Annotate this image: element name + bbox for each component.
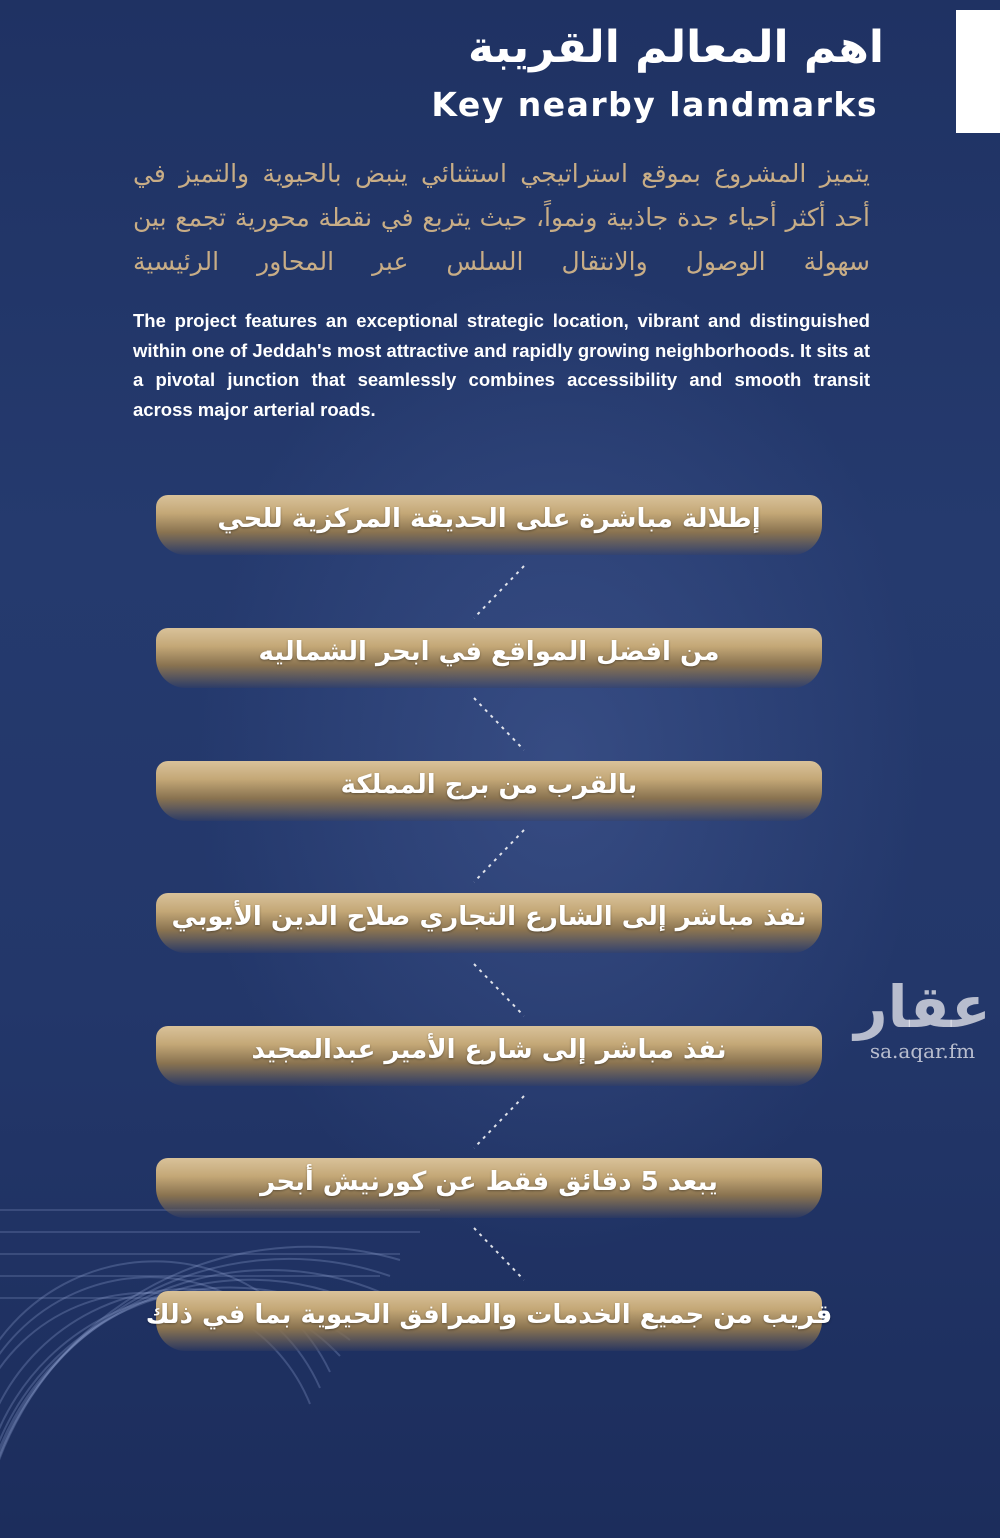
landmark-item-5	[156, 1026, 822, 1086]
watermark-url: sa.aqar.fm	[869, 1039, 976, 1063]
landmark-label: نفذ مباشر إلى شارع الأمير عبدالمجيد	[251, 1035, 727, 1065]
intro-english: The project features an exceptional strategic location, vibrant and distinguished within one of Jeddah's most attractive and rapidly growing neighborhoods. It sits at a pivotal junction that seamlessly combines accessibility and smooth transit across major arterial roads.	[133, 310, 870, 421]
landmark-label: بالقرب من برج المملكة	[340, 770, 638, 800]
landmark-label: من افضل المواقع في ابحر الشماليه	[258, 637, 720, 667]
intro-arabic: يتميز المشروع بموقع استراتيجي استثنائي ينبض بالحيوية والتميز في أحد أكثر أحياء جدة جاذبية ونمواً، حيث يتربع في نقطة محورية تجمع بين سهولة الوصول والانتقال السلس عبر المحاور الرئيسية	[133, 159, 870, 276]
title-arabic: اهم المعالم القريبة	[467, 22, 884, 73]
landmark-label: يبعد 5 دقائق فقط عن كورنيش أبحر	[260, 1167, 718, 1197]
aqar-watermark	[845, 975, 1000, 1063]
landmark-item-6	[156, 1158, 822, 1218]
landmark-item-7	[145, 1291, 833, 1351]
landmark-label: قريب من جميع الخدمات والمرافق الحيوية بما في ذلك	[145, 1300, 833, 1330]
landmark-item-4	[156, 893, 822, 953]
landmark-item-2	[156, 628, 822, 688]
landmark-item-3	[156, 761, 822, 821]
landmark-item-1	[156, 495, 822, 555]
landmark-label: نفذ مباشر إلى الشارع التجاري صلاح الدين الأيوبي	[171, 902, 807, 932]
landmark-label: إطلالة مباشرة على الحديقة المركزية للحي	[217, 504, 761, 534]
title-english: Key nearby landmarks	[431, 85, 878, 124]
watermark-word: عقار	[854, 973, 991, 1041]
